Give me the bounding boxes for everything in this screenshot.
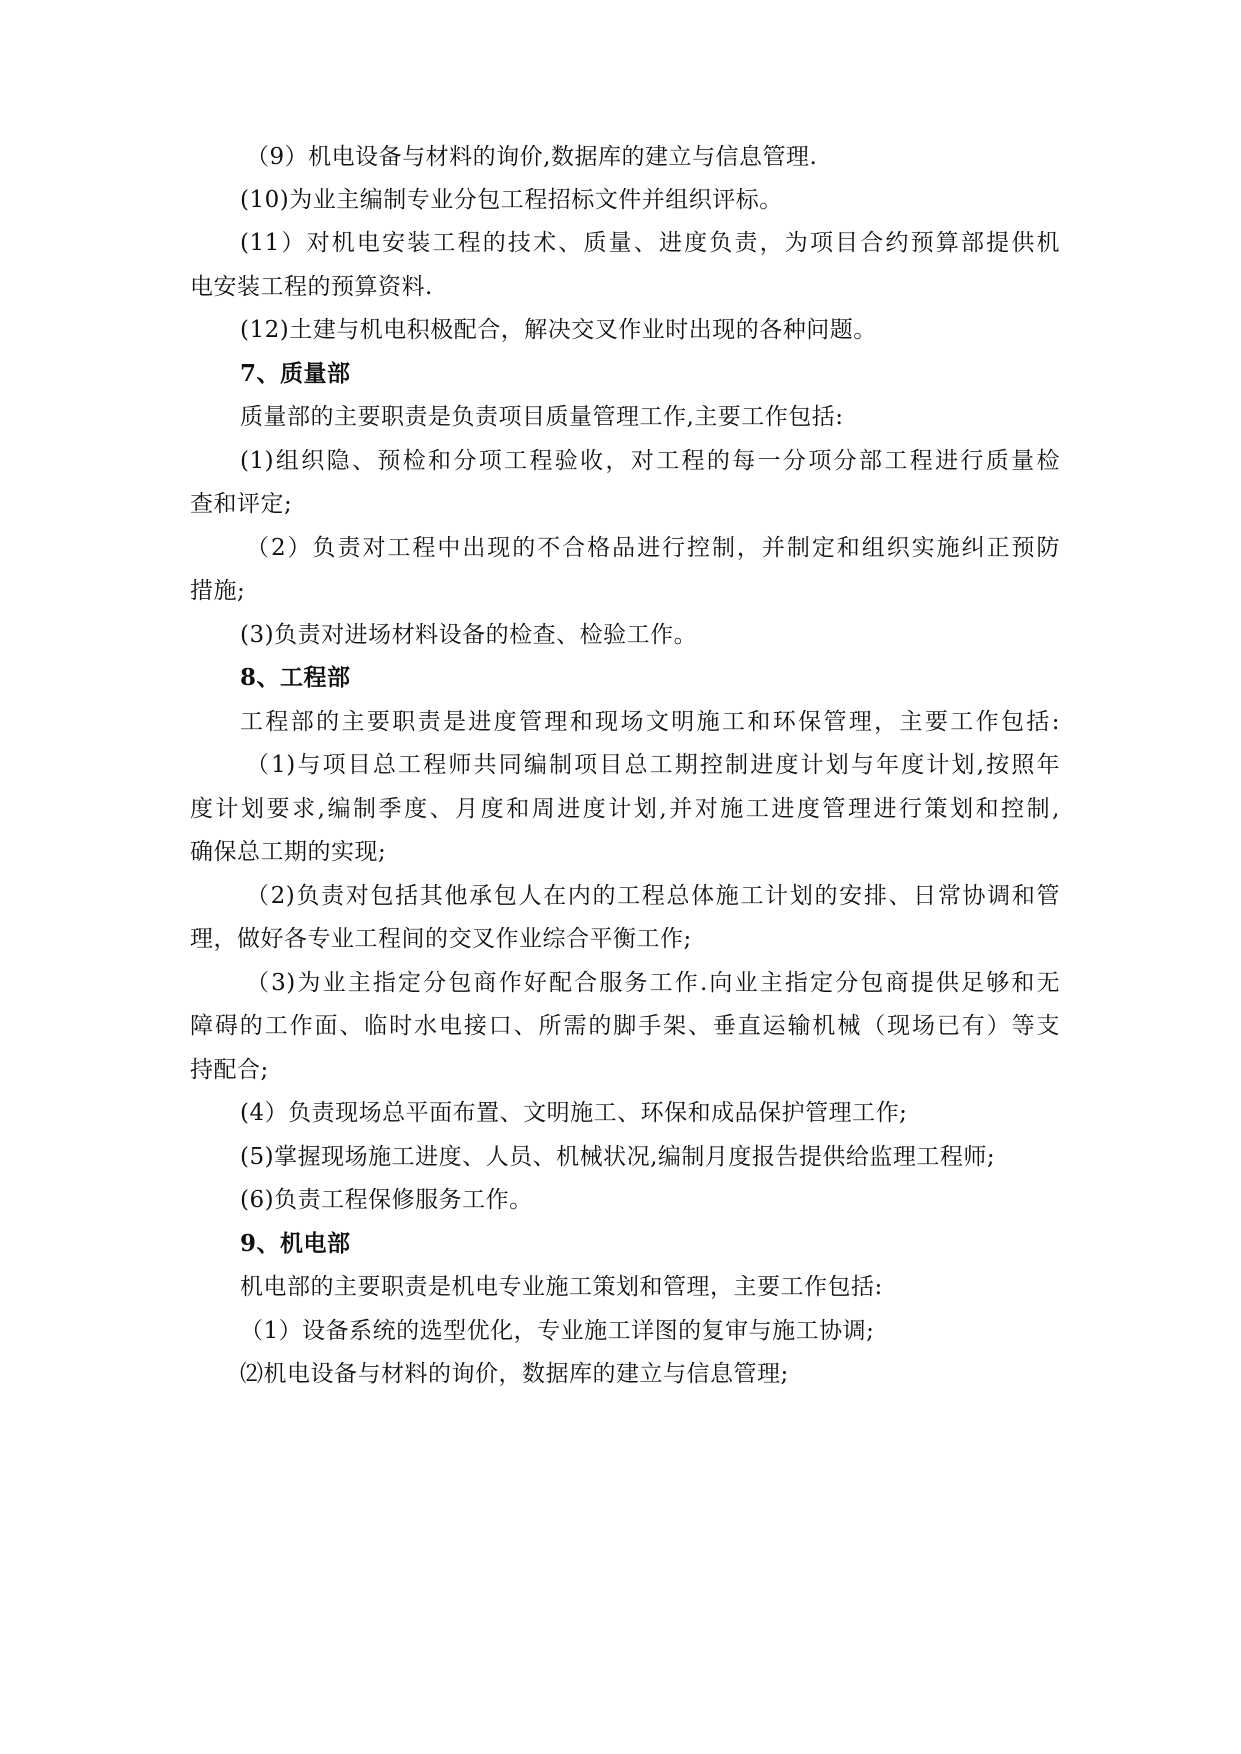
paragraph-line: 确保总工期的实现; <box>190 839 387 865</box>
paragraph-line: （2)负责对包括其他承包人在内的工程总体施工计划的安排、日常协调和管 <box>246 883 1060 909</box>
paragraph-line: (1)组织隐、预检和分项工程验收，对工程的每一分项分部工程进行质量检 <box>240 448 1060 474</box>
paragraph-line: （1）设备系统的选型优化，专业施工详图的复审与施工协调; <box>240 1318 875 1344</box>
paragraph-line: 障碍的工作面、临时水电接口、所需的脚手架、垂直运输机械（现场已有）等支 <box>190 1013 1060 1039</box>
section-heading: 8、工程部 <box>240 664 351 691</box>
paragraph-line: （9）机电设备与材料的询价,数据库的建立与信息管理. <box>246 144 818 170</box>
paragraph-line: ⑵机电设备与材料的询价，数据库的建立与信息管理; <box>240 1361 789 1387</box>
paragraph-line: (10)为业主编制专业分包工程招标文件并组织评标。 <box>240 187 783 213</box>
paragraph-line: 工程部的主要职责是进度管理和现场文明施工和环保管理，主要工作包括: <box>240 709 1060 735</box>
paragraph-line: （1)与项目总工程师共同编制项目总工期控制进度计划与年度计划,按照年 <box>246 752 1060 778</box>
paragraph-line: 度计划要求,编制季度、月度和周进度计划,并对施工进度管理进行策划和控制, <box>190 796 1060 822</box>
section-heading: 7、质量部 <box>240 360 351 387</box>
paragraph-line: (11）对机电安装工程的技术、质量、进度负责，为项目合约预算部提供机 <box>240 230 1060 256</box>
paragraph-line: 机电部的主要职责是机电专业施工策划和管理，主要工作包括: <box>240 1274 883 1300</box>
paragraph-line: 持配合; <box>190 1057 269 1083</box>
paragraph-line: 质量部的主要职责是负责项目质量管理工作,主要工作包括: <box>240 404 844 430</box>
paragraph-line: (5)掌握现场施工进度、人员、机械状况,编制月度报告提供给监理工程师; <box>240 1144 996 1170</box>
paragraph-line: (6)负责工程保修服务工作。 <box>240 1187 533 1213</box>
paragraph-line: 查和评定; <box>190 491 293 517</box>
section-heading: 9、机电部 <box>240 1230 351 1257</box>
paragraph-line: 措施; <box>190 578 246 604</box>
paragraph-line: （3)为业主指定分包商作好配合服务工作.向业主指定分包商提供足够和无 <box>246 970 1060 996</box>
paragraph-line: （2）负责对工程中出现的不合格品进行控制，并制定和组织实施纠正预防 <box>246 535 1060 561</box>
paragraph-line: 理，做好各专业工程间的交叉作业综合平衡工作; <box>190 926 692 952</box>
paragraph-line: (12)土建与机电积极配合，解决交叉作业时出现的各种问题。 <box>240 317 877 343</box>
paragraph-line: (3)负责对进场材料设备的检查、检验工作。 <box>240 622 698 648</box>
paragraph-line: 电安装工程的预算资料. <box>190 274 433 300</box>
paragraph-line: (4）负责现场总平面布置、文明施工、环保和成品保护管理工作; <box>240 1100 908 1126</box>
